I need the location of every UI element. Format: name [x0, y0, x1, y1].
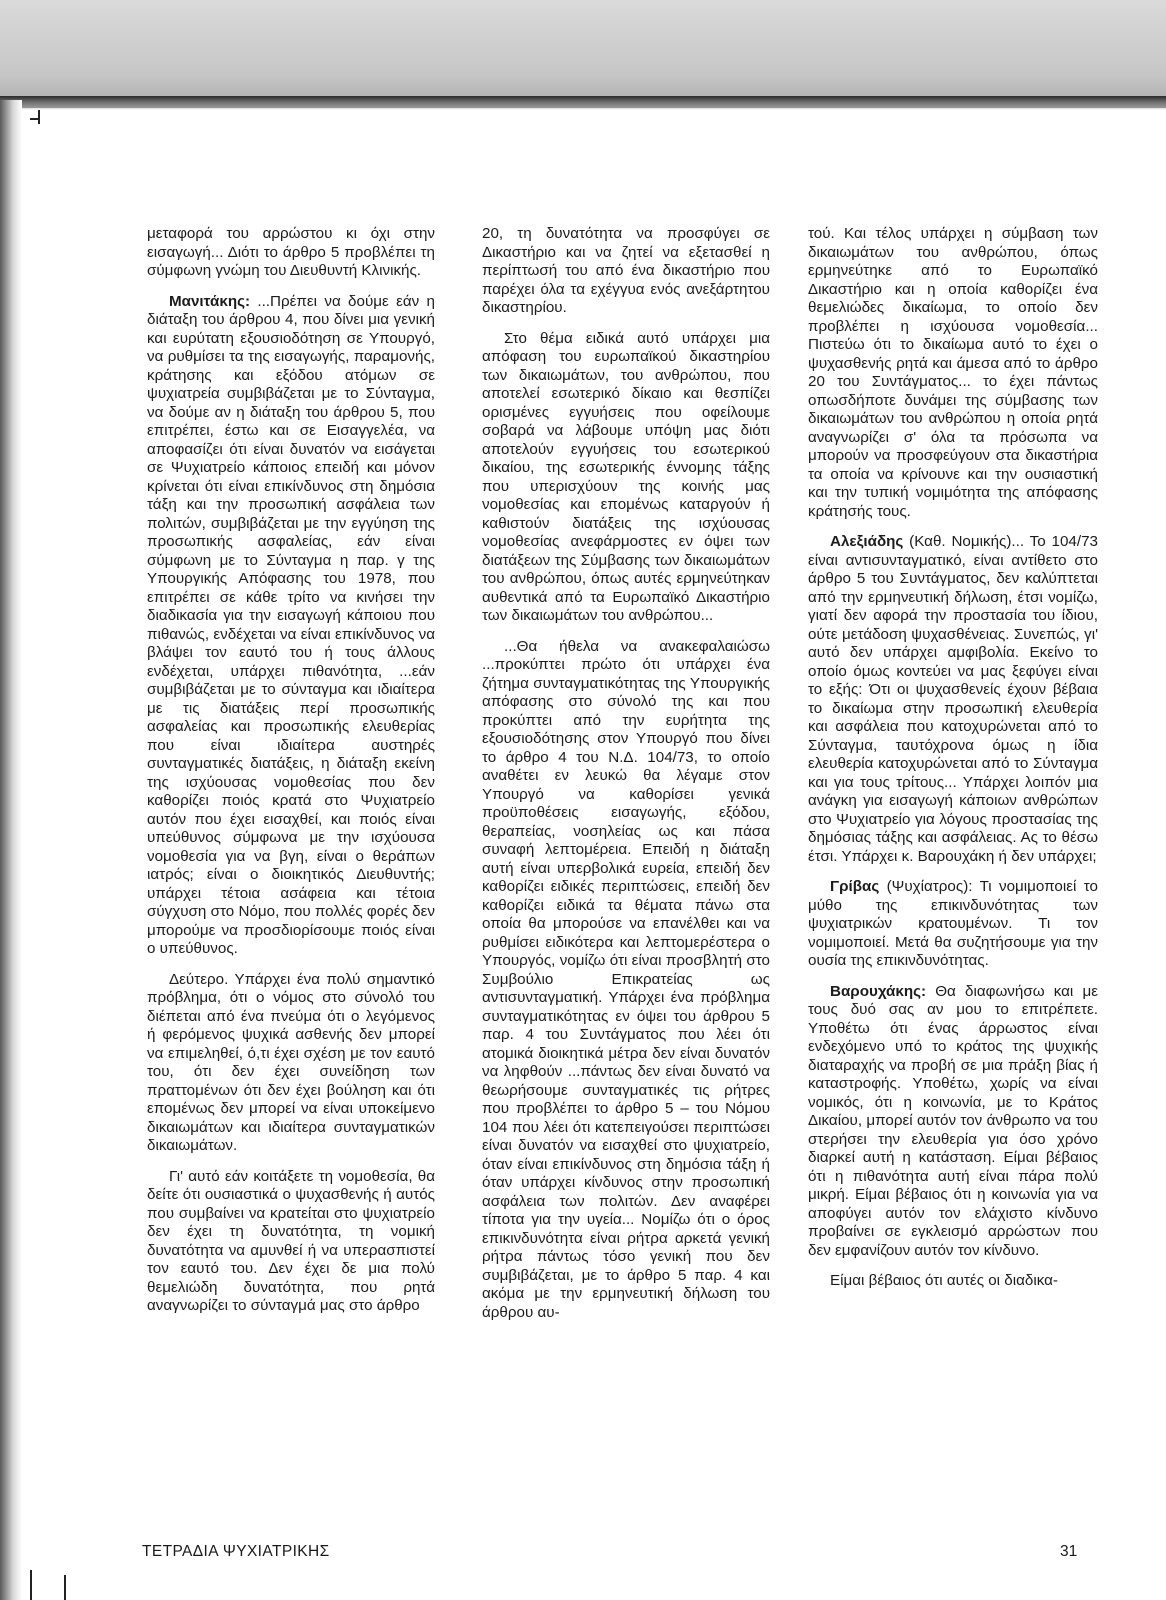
paragraph — [482, 330, 770, 626]
registration-mark — [64, 1575, 66, 1600]
paragraph — [808, 878, 1098, 971]
page-left-edge — [0, 100, 22, 1600]
speaker-name: Βαρουχάκης: — [830, 982, 927, 1000]
paragraph-text: Είμαι βέβαιος ότι αυτές οι διαδικα- — [830, 1272, 1058, 1289]
speaker-name: Αλεξιάδης — [830, 533, 904, 550]
registration-mark — [30, 1570, 32, 1600]
paragraph-text: Γι' αυτό εάν κοιτάξετε τη νομοθεσία, θα δείτε ότι ουσιαστικά ο ψυχασθενής ή αυτός που συμβαίνει να κρατείται στο ψυχιατρείο δεν έχει τη δυνατότητα, τη νομική δυνατότητα να αμυνθεί ή να υπερασπιστεί τον εαυτό του. Δεν έχει δε μια πολύ θεμελιώδη δυνατότητα, που ρητά αναγνωρίζει το σύνταγμά μας στο άρθρο — [147, 1167, 435, 1314]
paragraph — [808, 983, 1098, 1261]
paragraph-text: τού. Και τέλος υπάρχει η σύμβαση των δικαιωμάτων του ανθρώπου, όπως ερμηνεύτηκε από το Ευρωπαϊκό Δικαστήριο και η οποία καθορίζει ένα θεμελιώδες δικαίωμα, το οποίο δεν προβλέπει η ισχύουσα νομοθεσία... Πιστεύω ότι το δικαίωμα αυτό το έχει ο ψυχασθενής ρητά και άμεσα από το άρθρο 20 του Συντάγματος... το έχει πάντως οπωσδήποτε δυνάμει της σύμβασης των δικαιωμάτων του ανθρώπου η οποία ρητά αναγνωρίζει σ' όλα τα πρόσωπα να μπορούν να προσφεύγουν στα δικαστήρια τα οποία να κρίνουνε και την ουσιαστική και την τυπική νομιμότητα της απόφασης κράτησής τους. — [808, 225, 1098, 520]
paragraph-text: μεταφορά του αρρώστου κι όχι στην εισαγωγή... Διότι το άρθρο 5 προβλέπει τη σύμφωνη γνώμη του Διευθυντή Κλινικής. — [147, 225, 435, 279]
registration-mark — [38, 110, 40, 124]
paragraph-text: ...Θα ήθελα να ανακεφαλαιώσω ...προκύπτει πρώτο ότι υπάρχει ένα ζήτημα συνταγματικότητας της Υπουργικής απόφασης στο σύνολό της και που προκύπτει από την ευρήτητα της εξουσιοδότησης στον Υπουργό που δίνει το άρθρο 4 του Ν.Δ. 104/73, το οποίο αναθέτει εν λευκώ θα λέγαμε στον Υπουργό να καθορίσει γενικά προϋποθέσεις εισαγωγής, εξόδου, θεραπείας, νοσηλείας ως και πάσα συναφή λεπτομέρεια. Επειδή η διάταξη αυτή είναι υπερβολικά ευρεία, επειδή δεν καθορίζει ειδικές περιπτώσεις, επειδή δεν καθορίζει ειδικά τα θέματα πάνω στα οποία θα μπορούσε να επανέλθει και να ρυθμίσει ειδικότερα και λεπτομερέστερα ο Υπουργός, νομίζω ότι είναι προσβλητή στο Συμβούλιο Επικρατείας ως αντισυνταγματική. Υπάρχει ένα πρόβλημα συνταγματικότητας εν όψει του άρθρου 5 παρ. 4 του Συντάγματος που λέει ότι ατομικά διοικητικά μέτρα δεν είναι δυνατόν να ληφθούν ...πάντως δεν είναι δυνατό να θεωρήσουμε συνταγματικές τις ρήτρες που προβλέπει το άρθρο 5 – του Νόμου 104 που λέει ότι κατεπειγούσει περιπτώσει είναι δυνατόν να εισαχθεί στο ψυχιατρείο, όταν είναι επικίνδυνος στη δημόσια τάξη ή όταν υπάρχει κίνδυνος στην προσωπική ασφάλεια των πολιτών. Δεν αναφέρει τίποτα για την υγεία... Νομίζω ότι ο όρος επικινδυνότητα είναι ρήτρα αρκετά γενική ρήτρα πάντως τόσο γενική που δεν συμβιβάζεται, με το άρθρο 5 παρ. 4 και ακόμα με την ερμηνευτική δήλωση του άρθρου αυ- — [482, 637, 770, 1321]
paragraph-text: (Καθ. Νομικής)... Το 104/73 είναι αντισυνταγματικό, είναι αντίθετο στο άρθρο 5 του Συντάγματος, δεν καλύπτεται από την ερμηνευτική δήλωση, έτσι νομίζω, γιατί δεν αφορά την προστασία του ίδιου, ούτε μετάδοση ψυχασθένειας. Συνεπώς, γι' αυτό δεν υπάρχει αμφιβολία. Εκείνο το οποίο όμως κοντεύει να μας ξεφύγει είναι το εξής: Ότι οι ψυχασθενείς έχουν βέβαια το δικαίωμα στην προσωπική ελευθερία και ασφάλεια που κατοχυρώνεται από το Σύνταγμα, ταυτόχρονα όμως η ίδια ελευθερία κατοχυρώνεται από το Σύνταγμα και για τους τρίτους... Υπάρχει λοιπόν μια ανάγκη για εισαγωγή κάποιων ανθρώπων στο Ψυχιατρείο για λόγους προστασίας της δημόσιας τάξης και ασφάλειας. Ας το θέσω έτσι. Υπάρχει κ. Βαρουχάκη ή δεν υπάρχει; — [808, 533, 1098, 865]
paragraph-text: (Ψυχίατρος): Τι νομιμοποιεί το μύθο της επικινδυνότητας των ψυχιατρικών κρατουμένων. Τι τον νομιμοποιεί. Μετά θα συζητήσουμε για την ουσία της επικινδυνότητας. — [808, 878, 1098, 969]
speaker-name: Μανιτάκης: — [169, 292, 251, 310]
text-column-2 — [482, 225, 770, 1495]
paragraph-text: Θα διαφωνήσω και με τους δυό σας αν μου το επιτρέπετε. Υποθέτω ότι ένας άρρωστος είναι ενδεχόμενο υπό το κράτος της ψυχικής διαταραχής να προβή σε μια πράξη βίας ή καταστροφής. Υποθέτω, χωρίς να είναι νομικός, ότι η κοινωνία, με το Κράτος Δικαίου, μπορεί αυτόν τον άνθρωπο να του στερήσει την ελευθερία για όσο χρόνο διαρκεί αυτή η κατάσταση. Είμαι βέβαιος ότι η πιθανότητα αυτή είναι πάρα πολύ μικρή. Είμαι βέβαιος ότι η κοινωνία για να αποφύγει αυτόν τον ελάχιστο κίνδυνο προβαίνει σε εγκλεισμό αρρώστων που δεν εμφανίζουν αυτόν τον κίνδυνο. — [808, 982, 1098, 1259]
paragraph — [808, 533, 1098, 866]
paragraph — [147, 293, 435, 959]
paragraph — [147, 225, 435, 281]
paragraph — [808, 225, 1098, 521]
text-column-1 — [147, 225, 435, 1495]
text-column-3 — [808, 225, 1098, 1495]
scan-margin-top — [0, 0, 1166, 108]
journal-name: ΤΕΤΡΑΔΙΑ ΨΥΧΙΑΤΡΙΚΗΣ — [142, 1543, 330, 1560]
registration-mark — [30, 118, 40, 120]
paragraph — [808, 1272, 1098, 1291]
speaker-name: Γρίβας — [830, 878, 880, 895]
scan-shadow — [0, 96, 1166, 110]
paragraph — [482, 638, 770, 1323]
paragraph-text: ...Πρέπει να δούμε εάν η διάταξη του άρθρου 4, που δίνει μια γενική και ευρύτατη εξουσιοδότηση σε Υπουργό, να ρυθμίσει τα της εισαγωγής, παραμονής, κράτησης και εξόδου ατόμων σε ψυχιατρεία συμβιβάζεται με το Σύνταγμα, να δούμε αν η διάταξη του άρθρου 5, που επιτρέπει, έστω και σε Εισαγγελέα, να αποφασίζει ότι είναι δυνατόν να εισάγεται σε Ψυχιατρείο κάποιος επειδή και μόνον κρίνεται ότι είναι επικίνδυνος στη δημόσια τάξη και την προσωπική ασφάλεια των πολιτών, συμβιβάζεται με την εγγύηση της προσωπικής ασφαλείας, εάν είναι σύμφωνη με το Σύνταγμα η παρ. γ της Υπουργικής Απόφασης του 1978, που επιτρέπει σε κάθε τρίτο να κινήσει την διαδικασία για την εισαγωγή κάποιου που πιθανώς, ενδέχεται να είναι επικίνδυνος να βλάψει τον εαυτό του ή τους άλλους ενδέχεται, υπάρχει πιθανότητα, ...εάν συμβιβάζεται με το σύνταγμα και ιδιαίτερα με τις διατάξεις περί προσωπικής ασφαλείας και προσωπικής ελευθερίας που είναι ιδιαίτερα αυστηρές συνταγματικές διατάξεις, η διάταξη εκείνη της ισχύουσας νομοθεσίας που δεν καθορίζει ποιός κρατά στο Ψυχιατρείο αυτόν που έχει εισαχθεί, και ποιός είναι υπεύθυνος σύμφωνα με την ισχύουσα νομοθεσία για να βγη, είναι ο θεράπων ιατρός; είναι ο διοικητικός Διευθυντής; υπάρχει τέτοια ασάφεια και τέτοια σύγχυση στο Νόμο, που πολλές φορές δεν μπορούμε να προσδιορίσουμε ποιός είναι ο υπεύθυνος. — [147, 292, 435, 957]
paragraph-text: 20, τη δυνατότητα να προσφύγει σε Δικαστήριο και να ζητεί να εξετασθεί η περίπτωσή του από ένα δικαστήριο που παρέχει όλα τα εχέγγυα ενός ανεξάρτητου δικαστηρίου. — [482, 225, 770, 316]
paragraph-text: Στο θέμα ειδικά αυτό υπάρχει μια απόφαση του ευρωπαϊκού δικαστηρίου των δικαιωμάτων, του ανθρώπου, που αποτελεί εσωτερικό δίκαιο και θεσπίζει ορισμένες εγγυήσεις που οφείλουμε σοβαρά να λάβουμε υπόψη μας διότι αποτελούν εγγυήσεις του εσωτερικού δικαίου, της εσωτερικής έννομης τάξης που υπερισχύουν της κοινής μας νομοθεσίας και επομένως καταργούν ή καθιστούν διατάξεις της ισχύουσας νομοθεσίας ανεφάρμοστες εν όψει των διατάξεων της Σύμβασης των δικαιωμάτων του ανθρώπου, όπως αυτές ερμηνεύτηκαν αυθεντικά από τα Ευρωπαϊκό Δικαστήριο των δικαιωμάτων του ανθρώπου... — [482, 329, 770, 624]
paragraph-text: Δεύτερο. Υπάρχει ένα πολύ σημαντικό πρόβλημα, ότι ο νόμος στο σύνολό του διέπεται από ένα πνεύμα ότι ο λεγόμενος ή φερόμενος ψυχικά ασθενής δεν μπορεί να επιμεληθεί, ό,τι έχει σχέση με τον εαυτό του, ότι δεν έχει συνείδηση των πραττομένων ότι δεν έχει βούληση και ότι επομένως δεν μπορεί να είναι υποκείμενο δικαιωμάτων και ιδιαίτερα συνταγματικών δικαιωμάτων. — [147, 970, 435, 1154]
paragraph — [482, 225, 770, 318]
paragraph — [147, 971, 435, 1156]
paragraph — [147, 1168, 435, 1316]
page-number: 31 — [1060, 1543, 1078, 1560]
